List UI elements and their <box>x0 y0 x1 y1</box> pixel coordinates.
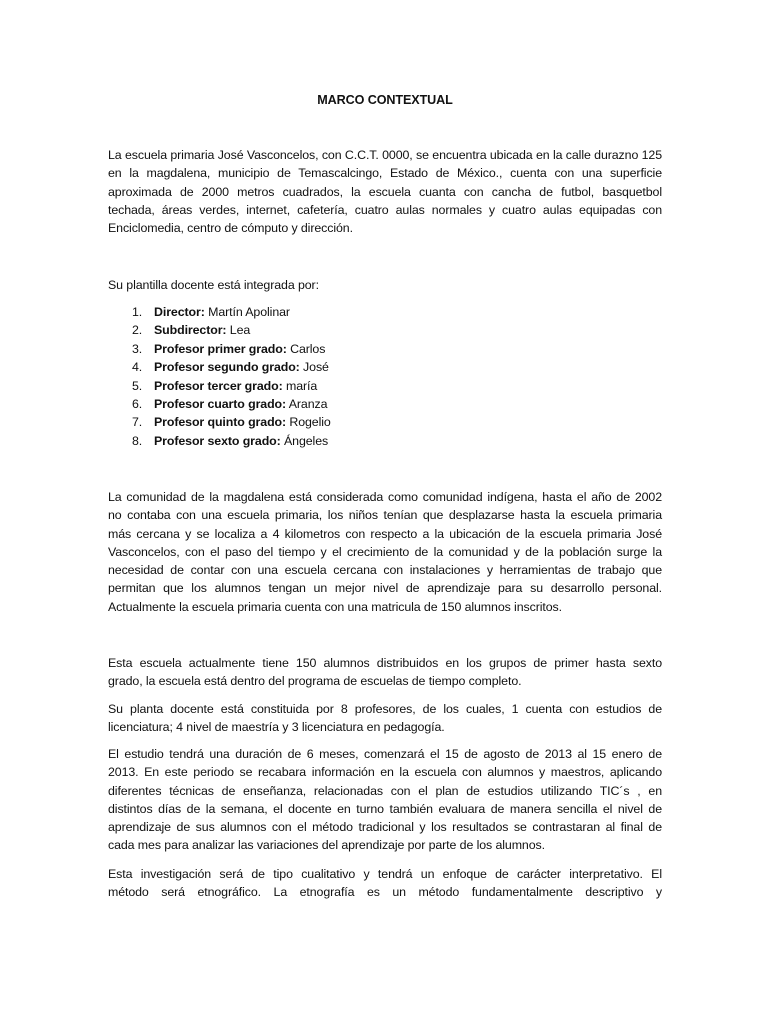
staff-name: Ángeles <box>280 433 329 448</box>
staff-item <box>132 321 331 339</box>
staff-name: Martín Apolinar <box>204 305 290 319</box>
text-line: Actualmente la escuela primaria cuenta con una matricula de 150 alumnos inscritos. <box>108 599 562 614</box>
text-line: diferentes técnicas de enseñanza, relacionadas con el plan de estudios utilizando TIC´s , en <box>108 783 662 798</box>
text-line: Enciclomedia, centro de cómputo y dirección. <box>108 221 353 236</box>
text-line: La comunidad de la magdalena está considerada como comunidad indígena, hasta el año de 2002 <box>108 490 662 504</box>
staff-item <box>132 358 331 376</box>
text-line: Su planta docente está constituida por 8 profesores, de los cuales, 1 cuenta con estudios de <box>108 702 662 716</box>
staff-role: Profesor segundo grado: <box>154 360 300 375</box>
list-number: 2. <box>132 323 143 338</box>
list-number: 6. <box>132 397 143 412</box>
staff-name: maría <box>282 378 318 393</box>
text-line: techada, áreas verdes, internet, cafetería, cuatro aulas normales y cuatro aulas equipadas con <box>108 202 662 217</box>
community-paragraph <box>108 488 662 616</box>
staff-role: Director: <box>154 305 205 319</box>
intro-paragraph <box>108 146 662 237</box>
document-title: MARCO CONTEXTUAL <box>317 93 453 107</box>
text-line: 2013. En este periodo se recabara información en la escuela con alumnos y maestros, aplicando <box>108 765 662 780</box>
list-number: 8. <box>132 433 143 448</box>
staff-list <box>132 303 331 450</box>
text-line: Esta investigación será de tipo cualitativo y tendrá un enfoque de carácter interpretativo. El <box>108 867 662 881</box>
staff-item <box>132 395 331 413</box>
staff-role: Profesor cuarto grado: <box>154 397 287 412</box>
text-line: El estudio tendrá una duración de 6 meses, comenzará el 15 de agosto de 2013 al 15 enero de <box>108 747 662 761</box>
list-number: 1. <box>132 305 143 319</box>
staff-item <box>132 413 331 431</box>
text-line: en la magdalena, municipio de Temascalcingo, Estado de México., cuenta con una superficie <box>108 166 662 181</box>
staff-role: Profesor primer grado: <box>154 341 287 356</box>
staff-name: José <box>299 360 329 375</box>
text-line: licenciatura; 4 nivel de maestría y 3 licenciatura en pedagogía. <box>108 720 445 735</box>
staff-item <box>132 377 331 395</box>
staff-role: Profesor quinto grado: <box>154 415 287 430</box>
text-line: aproximada de 2000 metros cuadrados, la escuela cuanta con cancha de futbol, basquetbol <box>108 184 662 199</box>
staff-name: Lea <box>226 323 251 338</box>
staff-item <box>132 432 331 450</box>
staff-heading: Su plantilla docente está integrada por: <box>108 278 319 292</box>
text-line: permitan que los alumnos tengan un mejor nivel de aprendizaje para su desarrollo personal. <box>108 581 662 596</box>
method-paragraph <box>108 865 662 902</box>
teachers-paragraph <box>108 700 662 737</box>
staff-role: Subdirector: <box>154 323 227 338</box>
text-line: necesidad de contar con una escuela cercana con instalaciones y herramientas de trabajo que <box>108 563 662 578</box>
text-line: grado, la escuela está dentro del programa de escuelas de tiempo completo. <box>108 674 522 689</box>
list-number: 4. <box>132 360 143 375</box>
staff-name: Rogelio <box>286 415 331 430</box>
staff-role: Profesor sexto grado: <box>154 433 281 448</box>
staff-item <box>132 340 331 358</box>
text-line: cada mes para analizar las variaciones del aprendizaje por parte de los alumnos. <box>108 838 545 853</box>
list-number: 3. <box>132 341 143 356</box>
staff-role: Profesor tercer grado: <box>154 378 283 393</box>
list-number: 5. <box>132 378 143 393</box>
students-paragraph <box>108 654 662 691</box>
text-line: no contaba con una escuela primaria, los niños tenían que desplazarse hasta la escuela primaria <box>108 508 662 523</box>
text-line: más cercana y se localiza a 4 kilometros con respecto a la ubicación de la escuela primaria José <box>108 526 662 541</box>
text-line: distintos días de la semana, el docente en turno también evaluara de manera sencilla el nivel de <box>108 801 662 816</box>
text-line: La escuela primaria José Vasconcelos, con C.C.T. 0000, se encuentra ubicada en la calle durazno 125 <box>108 148 662 162</box>
text-line: Esta escuela actualmente tiene 150 alumnos distribuidos en los grupos de primer hasta sexto <box>108 656 662 670</box>
text-line: Vasconcelos, con el paso del tiempo y el crecimiento de la comunidad y de la población surge la <box>108 544 662 559</box>
text-line: método será etnográfico. La etnografía es un método fundamentalmente descriptivo y <box>108 885 662 900</box>
text-line: aprendizaje de sus alumnos con el método tradicional y los resultados se contrastaran al final de <box>108 820 662 835</box>
staff-name: Aranza <box>286 397 328 412</box>
list-number: 7. <box>132 415 143 430</box>
study-paragraph <box>108 745 662 855</box>
staff-item <box>132 303 331 321</box>
staff-name: Carlos <box>286 341 326 356</box>
